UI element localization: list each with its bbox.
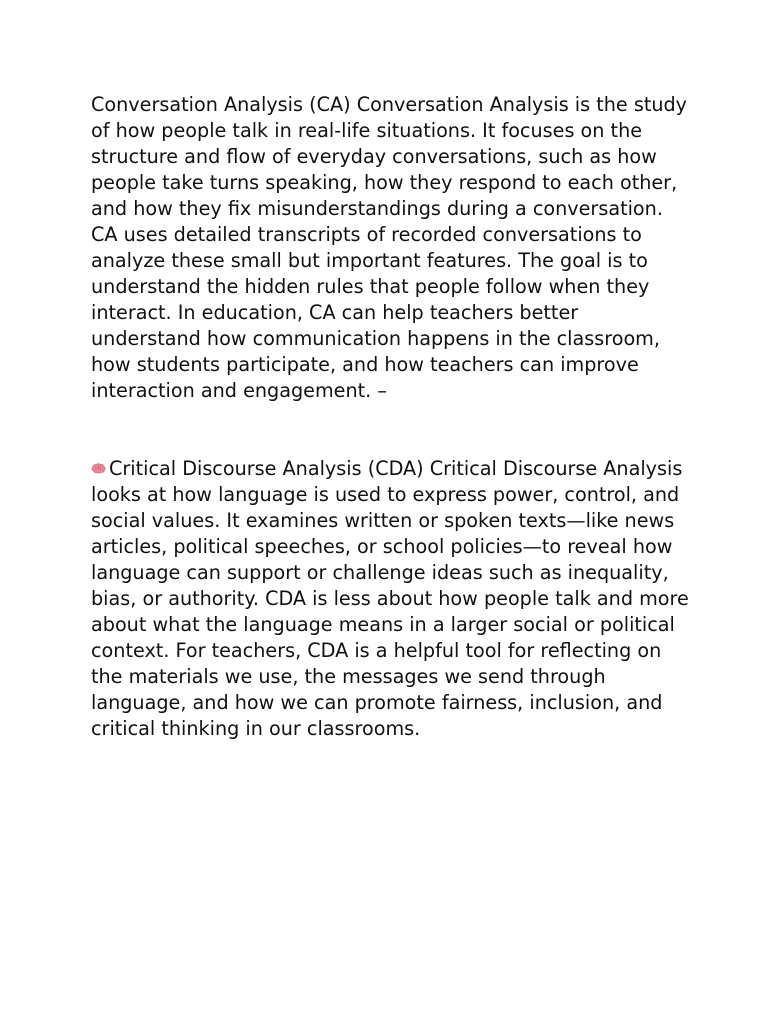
paragraph-conversation-analysis <box>91 92 691 404</box>
paragraph-text: Critical Discourse Analysis (CDA) Critical Discourse Analysis looks at how language is used to express power, control, and social values. It examines written or spoken texts—like news articles, political speeches, or school policies—to reveal how language can support or challenge ideas such as inequality, bias, or authority. CDA is less about how people talk and more about what the language means in a larger social or political context. For teachers, CDA is a helpful tool for reflecting on the materials we use, the messages we send through language, and how we can promote fairness, inclusion, and critical thinking in our classrooms. <box>91 457 689 740</box>
brain-icon <box>91 463 106 475</box>
document-body <box>91 92 691 742</box>
paragraph-text: Conversation Analysis (CA) Conversation Analysis is the study of how people talk in real-life situations. It focuses on the structure and flow of everyday conversations, such as how people take turns speaking, how they respond to each other, and how they fix misunderstandings during a conversation. CA uses detailed transcripts of recorded conversations to analyze these small but important features. The goal is to understand the hidden rules that people follow when they interact. In education, CA can help teachers better understand how communication happens in the classroom, how students participate, and how teachers can improve interaction and engagement. – <box>91 93 688 402</box>
paragraph-critical-discourse-analysis <box>91 456 691 742</box>
